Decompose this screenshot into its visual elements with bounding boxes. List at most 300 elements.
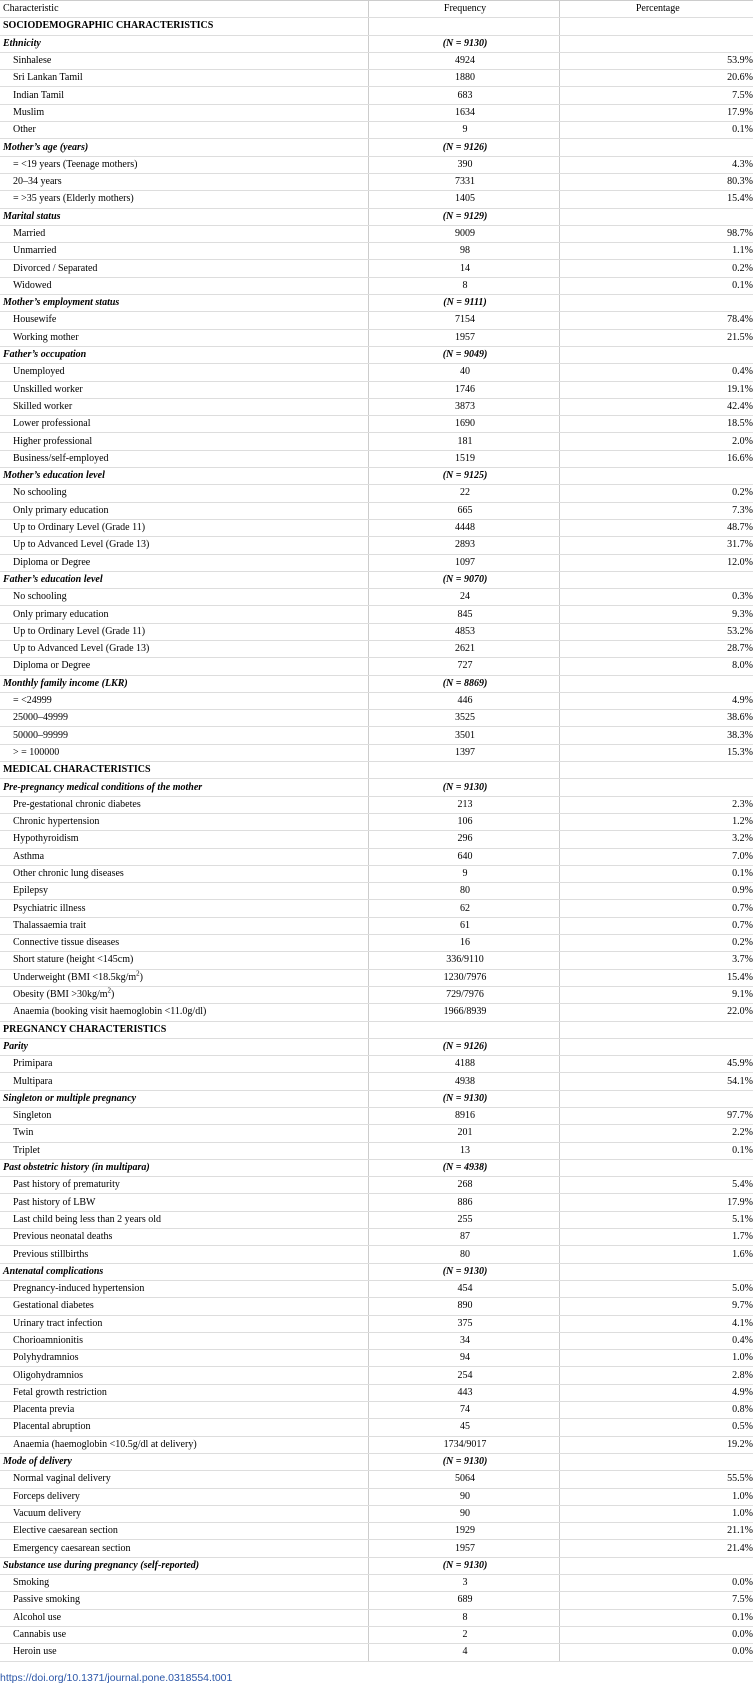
- table-row: [0, 1211, 753, 1228]
- item-label: Other: [0, 122, 368, 139]
- frequency-cell: 106: [368, 813, 559, 830]
- frequency-cell: 3501: [368, 727, 559, 744]
- frequency-cell: 1397: [368, 744, 559, 761]
- category-label: Father’s education level: [0, 571, 368, 588]
- section-label: MEDICAL CHARACTERISTICS: [0, 762, 368, 779]
- category-row: [0, 779, 753, 796]
- frequency-cell: 24: [368, 589, 559, 606]
- frequency-cell: 3873: [368, 398, 559, 415]
- category-n: (N = 9130): [368, 1557, 559, 1574]
- percentage-cell: 21.4%: [559, 1540, 753, 1557]
- percentage-cell: 4.9%: [559, 692, 753, 709]
- table-row: [0, 485, 753, 502]
- percentage-cell: 9.3%: [559, 606, 753, 623]
- frequency-cell: 7154: [368, 312, 559, 329]
- percentage-cell: 0.7%: [559, 900, 753, 917]
- percentage-cell: 0.9%: [559, 883, 753, 900]
- frequency-cell: 443: [368, 1384, 559, 1401]
- percentage-cell: [559, 468, 753, 485]
- item-label: > = 100000: [0, 744, 368, 761]
- category-n: (N = 9070): [368, 571, 559, 588]
- percentage-cell: 15.3%: [559, 744, 753, 761]
- percentage-cell: 48.7%: [559, 519, 753, 536]
- table-row: [0, 554, 753, 571]
- table-row: [0, 865, 753, 882]
- header-frequency: Frequency: [368, 1, 559, 18]
- percentage-cell: 0.4%: [559, 1332, 753, 1349]
- percentage-cell: [559, 18, 753, 35]
- item-label: = >35 years (Elderly mothers): [0, 191, 368, 208]
- percentage-cell: 97.7%: [559, 1108, 753, 1125]
- table-row: [0, 1644, 753, 1661]
- table-row: [0, 952, 753, 969]
- percentage-cell: 17.9%: [559, 104, 753, 121]
- percentage-cell: 3.2%: [559, 831, 753, 848]
- percentage-cell: 8.0%: [559, 658, 753, 675]
- table-row: [0, 1540, 753, 1557]
- item-label: Normal vaginal delivery: [0, 1471, 368, 1488]
- table-row: [0, 1142, 753, 1159]
- table-row: [0, 173, 753, 190]
- table-row: [0, 537, 753, 554]
- percentage-cell: 7.0%: [559, 848, 753, 865]
- item-label: Up to Ordinary Level (Grade 11): [0, 623, 368, 640]
- frequency-cell: 2621: [368, 640, 559, 657]
- table-row: [0, 398, 753, 415]
- table-row: [0, 243, 753, 260]
- item-label-suffix: ): [139, 971, 143, 983]
- category-label: Pre-pregnancy medical conditions of the mother: [0, 779, 368, 796]
- frequency-cell: 16: [368, 935, 559, 952]
- percentage-cell: 53.2%: [559, 623, 753, 640]
- item-label: Unemployed: [0, 364, 368, 381]
- item-label: Alcohol use: [0, 1609, 368, 1626]
- table-row: [0, 87, 753, 104]
- percentage-cell: 1.0%: [559, 1488, 753, 1505]
- header-characteristic: Characteristic: [0, 1, 368, 18]
- percentage-cell: [559, 1453, 753, 1470]
- frequency-cell: [368, 1021, 559, 1038]
- table-row: [0, 1505, 753, 1522]
- frequency-cell: [368, 762, 559, 779]
- table-row: [0, 1229, 753, 1246]
- category-row: [0, 1453, 753, 1470]
- category-label: Singleton or multiple pregnancy: [0, 1090, 368, 1107]
- frequency-cell: 454: [368, 1280, 559, 1297]
- percentage-cell: 53.9%: [559, 52, 753, 69]
- percentage-cell: 1.0%: [559, 1350, 753, 1367]
- percentage-cell: 4.9%: [559, 1384, 753, 1401]
- item-label: Other chronic lung diseases: [0, 865, 368, 882]
- table-row: [0, 1350, 753, 1367]
- table-row: [0, 1575, 753, 1592]
- category-label: Substance use during pregnancy (self-reported): [0, 1557, 368, 1574]
- table-row: [0, 1177, 753, 1194]
- item-label: Gestational diabetes: [0, 1298, 368, 1315]
- percentage-cell: 20.6%: [559, 70, 753, 87]
- item-label: Sinhalese: [0, 52, 368, 69]
- item-label: Unmarried: [0, 243, 368, 260]
- table-row: [0, 1108, 753, 1125]
- table-row: [0, 329, 753, 346]
- frequency-cell: 45: [368, 1419, 559, 1436]
- table-row: [0, 1246, 753, 1263]
- table-row: [0, 796, 753, 813]
- percentage-cell: 21.5%: [559, 329, 753, 346]
- frequency-cell: 665: [368, 502, 559, 519]
- frequency-cell: 1690: [368, 416, 559, 433]
- item-label: Last child being less than 2 years old: [0, 1211, 368, 1228]
- frequency-cell: 9: [368, 122, 559, 139]
- table-row: [0, 1609, 753, 1626]
- item-label: Previous neonatal deaths: [0, 1229, 368, 1246]
- item-label: Emergency caesarean section: [0, 1540, 368, 1557]
- frequency-cell: 2: [368, 1626, 559, 1643]
- table-row: [0, 1488, 753, 1505]
- percentage-cell: 0.3%: [559, 589, 753, 606]
- table-row: [0, 1298, 753, 1315]
- frequency-cell: 3525: [368, 710, 559, 727]
- frequency-cell: 7331: [368, 173, 559, 190]
- item-label-text: Underweight (BMI <18.5kg/m: [13, 971, 137, 983]
- category-n: (N = 9049): [368, 346, 559, 363]
- table-row: [0, 433, 753, 450]
- frequency-cell: 1634: [368, 104, 559, 121]
- item-label: Anaemia (booking visit haemoglobin <11.0g/dl): [0, 1004, 368, 1021]
- percentage-cell: 78.4%: [559, 312, 753, 329]
- frequency-cell: 9009: [368, 225, 559, 242]
- category-label: Ethnicity: [0, 35, 368, 52]
- category-row: [0, 346, 753, 363]
- frequency-cell: 5064: [368, 1471, 559, 1488]
- frequency-cell: 1880: [368, 70, 559, 87]
- percentage-cell: [559, 1021, 753, 1038]
- table-row: [0, 848, 753, 865]
- category-row: [0, 139, 753, 156]
- frequency-cell: 1405: [368, 191, 559, 208]
- superscript: 2: [107, 986, 112, 995]
- frequency-cell: 8: [368, 277, 559, 294]
- frequency-cell: 890: [368, 1298, 559, 1315]
- frequency-cell: 4938: [368, 1073, 559, 1090]
- item-label: 50000–99999: [0, 727, 368, 744]
- item-label: Diploma or Degree: [0, 554, 368, 571]
- table-row: [0, 1332, 753, 1349]
- category-row: [0, 1557, 753, 1574]
- category-n: (N = 8869): [368, 675, 559, 692]
- frequency-cell: [368, 18, 559, 35]
- percentage-cell: 28.7%: [559, 640, 753, 657]
- table-row: [0, 900, 753, 917]
- table-row: [0, 156, 753, 173]
- table-header-row: [0, 1, 753, 18]
- frequency-cell: 1929: [368, 1523, 559, 1540]
- frequency-cell: 80: [368, 883, 559, 900]
- item-label: Placenta previa: [0, 1402, 368, 1419]
- table-row: [0, 1125, 753, 1142]
- frequency-cell: 1230/7976: [368, 969, 559, 986]
- frequency-cell: 729/7976: [368, 986, 559, 1003]
- percentage-cell: 9.7%: [559, 1298, 753, 1315]
- category-label: Mother’s age (years): [0, 139, 368, 156]
- percentage-cell: 22.0%: [559, 1004, 753, 1021]
- category-n: (N = 9129): [368, 208, 559, 225]
- frequency-cell: 98: [368, 243, 559, 260]
- percentage-cell: [559, 346, 753, 363]
- percentage-cell: [559, 779, 753, 796]
- percentage-cell: [559, 1038, 753, 1055]
- category-n: (N = 9130): [368, 779, 559, 796]
- table-row: [0, 658, 753, 675]
- frequency-cell: 375: [368, 1315, 559, 1332]
- section-label: PREGNANCY CHARACTERISTICS: [0, 1021, 368, 1038]
- table-row: [0, 986, 753, 1003]
- category-label: Mother’s employment status: [0, 295, 368, 312]
- item-label: = <19 years (Teenage mothers): [0, 156, 368, 173]
- table-row: [0, 1523, 753, 1540]
- table-row: [0, 277, 753, 294]
- percentage-cell: 2.8%: [559, 1367, 753, 1384]
- frequency-cell: 336/9110: [368, 952, 559, 969]
- percentage-cell: 17.9%: [559, 1194, 753, 1211]
- category-label: Monthly family income (LKR): [0, 675, 368, 692]
- category-row: [0, 1159, 753, 1176]
- percentage-cell: 4.1%: [559, 1315, 753, 1332]
- superscript: 2: [136, 969, 140, 978]
- item-label: Asthma: [0, 848, 368, 865]
- item-label: Up to Ordinary Level (Grade 11): [0, 519, 368, 536]
- item-label: Singleton: [0, 1108, 368, 1125]
- table-row: [0, 1280, 753, 1297]
- category-n: (N = 9125): [368, 468, 559, 485]
- percentage-cell: 4.3%: [559, 156, 753, 173]
- table-row: [0, 917, 753, 934]
- percentage-cell: 0.4%: [559, 364, 753, 381]
- frequency-cell: 1519: [368, 450, 559, 467]
- frequency-cell: 14: [368, 260, 559, 277]
- category-label: Antenatal complications: [0, 1263, 368, 1280]
- doi-link[interactable]: https://doi.org/10.1371/journal.pone.0318554.t001: [0, 1672, 233, 1684]
- percentage-cell: 19.1%: [559, 381, 753, 398]
- frequency-cell: 34: [368, 1332, 559, 1349]
- table-row: [0, 1056, 753, 1073]
- table-row: [0, 1315, 753, 1332]
- percentage-cell: 15.4%: [559, 191, 753, 208]
- percentage-cell: 38.6%: [559, 710, 753, 727]
- frequency-cell: 22: [368, 485, 559, 502]
- item-label: Heroin use: [0, 1644, 368, 1661]
- frequency-cell: 4188: [368, 1056, 559, 1073]
- percentage-cell: 0.8%: [559, 1402, 753, 1419]
- frequency-cell: 87: [368, 1229, 559, 1246]
- percentage-cell: 21.1%: [559, 1523, 753, 1540]
- frequency-cell: 80: [368, 1246, 559, 1263]
- table-row: [0, 122, 753, 139]
- section-header-row: [0, 762, 753, 779]
- frequency-cell: 727: [368, 658, 559, 675]
- percentage-cell: 38.3%: [559, 727, 753, 744]
- table-row: [0, 727, 753, 744]
- table-row: [0, 225, 753, 242]
- item-label: Chronic hypertension: [0, 813, 368, 830]
- frequency-cell: 4853: [368, 623, 559, 640]
- frequency-cell: 4: [368, 1644, 559, 1661]
- table-row: [0, 1419, 753, 1436]
- table-row: [0, 1194, 753, 1211]
- item-label: Passive smoking: [0, 1592, 368, 1609]
- item-label: Chorioamnionitis: [0, 1332, 368, 1349]
- table-row: [0, 606, 753, 623]
- item-label: Triplet: [0, 1142, 368, 1159]
- percentage-cell: 2.2%: [559, 1125, 753, 1142]
- frequency-cell: 1097: [368, 554, 559, 571]
- item-label: Unskilled worker: [0, 381, 368, 398]
- category-n: (N = 9111): [368, 295, 559, 312]
- percentage-cell: 98.7%: [559, 225, 753, 242]
- table-row: [0, 1592, 753, 1609]
- item-label: Past history of prematurity: [0, 1177, 368, 1194]
- item-label: Twin: [0, 1125, 368, 1142]
- category-label: Parity: [0, 1038, 368, 1055]
- frequency-cell: 689: [368, 1592, 559, 1609]
- table-row: [0, 1436, 753, 1453]
- category-n: (N = 9130): [368, 1263, 559, 1280]
- category-row: [0, 35, 753, 52]
- frequency-cell: 9: [368, 865, 559, 882]
- frequency-cell: 90: [368, 1488, 559, 1505]
- percentage-cell: 2.3%: [559, 796, 753, 813]
- frequency-cell: 255: [368, 1211, 559, 1228]
- item-label: Muslim: [0, 104, 368, 121]
- item-label: Skilled worker: [0, 398, 368, 415]
- table-row: [0, 364, 753, 381]
- table-row: [0, 52, 753, 69]
- frequency-cell: 40: [368, 364, 559, 381]
- percentage-cell: 9.1%: [559, 986, 753, 1003]
- table-row: [0, 260, 753, 277]
- section-label: SOCIODEMOGRAPHIC CHARACTERISTICS: [0, 18, 368, 35]
- percentage-cell: 5.1%: [559, 1211, 753, 1228]
- frequency-cell: 683: [368, 87, 559, 104]
- frequency-cell: 8916: [368, 1108, 559, 1125]
- frequency-cell: 13: [368, 1142, 559, 1159]
- item-label: Forceps delivery: [0, 1488, 368, 1505]
- percentage-cell: 12.0%: [559, 554, 753, 571]
- item-label: Hypothyroidism: [0, 831, 368, 848]
- percentage-cell: 1.1%: [559, 243, 753, 260]
- table-row: [0, 883, 753, 900]
- frequency-cell: 1957: [368, 329, 559, 346]
- item-label: Widowed: [0, 277, 368, 294]
- category-label: Past obstetric history (in multipara): [0, 1159, 368, 1176]
- item-label: Pregnancy-induced hypertension: [0, 1280, 368, 1297]
- percentage-cell: 0.1%: [559, 122, 753, 139]
- item-label: Married: [0, 225, 368, 242]
- item-label: Fetal growth restriction: [0, 1384, 368, 1401]
- percentage-cell: [559, 35, 753, 52]
- percentage-cell: 5.0%: [559, 1280, 753, 1297]
- percentage-cell: 3.7%: [559, 952, 753, 969]
- percentage-cell: [559, 571, 753, 588]
- table-row: [0, 1004, 753, 1021]
- percentage-cell: 0.2%: [559, 485, 753, 502]
- frequency-cell: 4448: [368, 519, 559, 536]
- item-label: Epilepsy: [0, 883, 368, 900]
- percentage-cell: 2.0%: [559, 433, 753, 450]
- category-n: (N = 4938): [368, 1159, 559, 1176]
- item-label: [0, 986, 368, 1003]
- percentage-cell: 42.4%: [559, 398, 753, 415]
- frequency-cell: 886: [368, 1194, 559, 1211]
- percentage-cell: 18.5%: [559, 416, 753, 433]
- table-row: [0, 935, 753, 952]
- category-row: [0, 1090, 753, 1107]
- percentage-cell: 0.2%: [559, 935, 753, 952]
- percentage-cell: 0.0%: [559, 1626, 753, 1643]
- percentage-cell: 7.5%: [559, 1592, 753, 1609]
- item-label: Psychiatric illness: [0, 900, 368, 917]
- table-row: [0, 450, 753, 467]
- item-label: Past history of LBW: [0, 1194, 368, 1211]
- percentage-cell: 55.5%: [559, 1471, 753, 1488]
- category-n: (N = 9130): [368, 35, 559, 52]
- item-label-suffix: ): [111, 989, 115, 1001]
- percentage-cell: [559, 295, 753, 312]
- percentage-cell: [559, 675, 753, 692]
- percentage-cell: 7.5%: [559, 87, 753, 104]
- item-label: Elective caesarean section: [0, 1523, 368, 1540]
- percentage-cell: [559, 1263, 753, 1280]
- table-row: [0, 381, 753, 398]
- category-row: [0, 571, 753, 588]
- table-row: [0, 416, 753, 433]
- frequency-cell: 254: [368, 1367, 559, 1384]
- frequency-cell: 62: [368, 900, 559, 917]
- percentage-cell: 16.6%: [559, 450, 753, 467]
- category-row: [0, 295, 753, 312]
- category-n: (N = 9126): [368, 139, 559, 156]
- item-label: [0, 969, 368, 986]
- table-row: [0, 692, 753, 709]
- percentage-cell: 1.0%: [559, 1505, 753, 1522]
- table-row: [0, 589, 753, 606]
- item-label: Short stature (height <145cm): [0, 952, 368, 969]
- frequency-cell: 61: [368, 917, 559, 934]
- item-label: Thalassaemia trait: [0, 917, 368, 934]
- frequency-cell: 201: [368, 1125, 559, 1142]
- category-n: (N = 9126): [368, 1038, 559, 1055]
- table-row: [0, 1471, 753, 1488]
- item-label-text: Obesity (BMI >30kg/m: [13, 989, 108, 1001]
- table-row: [0, 969, 753, 986]
- table-row: [0, 191, 753, 208]
- header-percentage: Percentage: [559, 1, 753, 18]
- table-row: [0, 813, 753, 830]
- table-row: [0, 104, 753, 121]
- percentage-cell: [559, 762, 753, 779]
- frequency-cell: 4924: [368, 52, 559, 69]
- item-label: Indian Tamil: [0, 87, 368, 104]
- item-label: Divorced / Separated: [0, 260, 368, 277]
- percentage-cell: 1.7%: [559, 1229, 753, 1246]
- table-row: [0, 312, 753, 329]
- item-label: Only primary education: [0, 606, 368, 623]
- item-label: 25000–49999: [0, 710, 368, 727]
- frequency-cell: 2893: [368, 537, 559, 554]
- percentage-cell: 0.0%: [559, 1644, 753, 1661]
- percentage-cell: 0.2%: [559, 260, 753, 277]
- frequency-cell: 94: [368, 1350, 559, 1367]
